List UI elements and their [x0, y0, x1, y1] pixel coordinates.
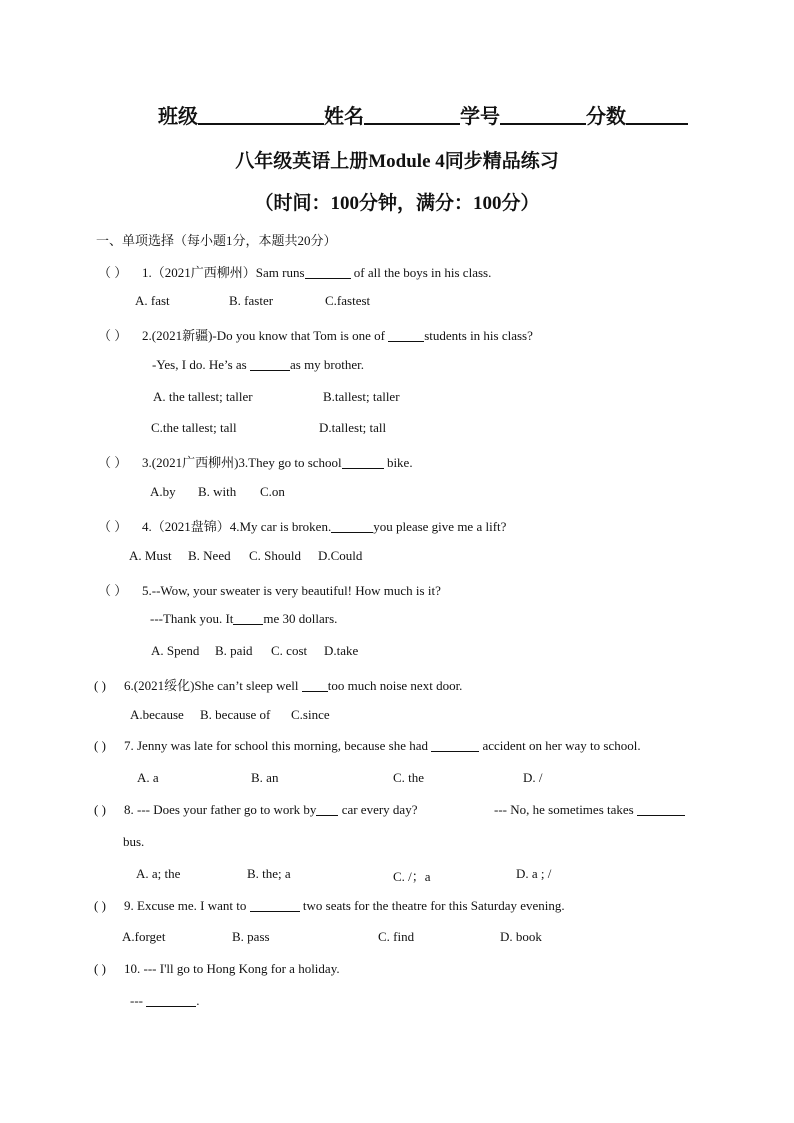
option-d: D. / — [523, 770, 543, 785]
answer-paren: （ ） — [98, 583, 128, 598]
question-text: bike. — [383, 455, 413, 470]
option-c: C. the — [393, 770, 425, 785]
question-3 — [98, 452, 413, 471]
question-text: ---Thank you. It — [150, 611, 234, 626]
option-c: C. /；a — [393, 869, 431, 884]
page-title: 八年级英语上册Module 4同步精品练习 — [235, 151, 559, 172]
answer-paren: ( ) — [94, 678, 106, 693]
question-text: 9. Excuse me. I want to — [124, 898, 250, 913]
option-b: B.tallest; taller — [323, 389, 400, 404]
question-text: car every day? — [338, 802, 418, 817]
option-a: A. Must — [129, 548, 172, 563]
option-d: D. book — [500, 929, 542, 944]
question-text: 2.(2021新疆)-Do you know that Tom is one of — [142, 328, 389, 343]
answer-paren: （ ） — [98, 328, 128, 343]
question-1 — [98, 262, 491, 281]
answer-blank — [305, 266, 351, 279]
option-a: A.because — [130, 707, 184, 722]
question-text: 6.(2021绥化)She can’t sleep well — [124, 678, 302, 693]
answer-blank — [637, 803, 685, 816]
question-text: 5.--Wow, your sweater is very beautiful! How much is it? — [142, 583, 441, 598]
option-c: C.fastest — [325, 293, 371, 308]
question-text: as my brother. — [289, 357, 364, 372]
question-8-response — [494, 802, 685, 818]
question-text: me 30 dollars. — [263, 611, 338, 626]
answer-blank — [250, 358, 290, 371]
score-blank — [626, 105, 688, 125]
name-blank — [364, 105, 460, 125]
answer-paren: ( ) — [94, 961, 106, 976]
answer-blank — [388, 329, 424, 342]
question-text: . — [196, 993, 200, 1008]
question-text: too much noise next door. — [327, 678, 463, 693]
class-label: 班级 — [158, 106, 198, 128]
option-b: B. an — [251, 770, 279, 785]
question-text: you please give me a lift? — [373, 519, 507, 534]
option-b: B. with — [198, 484, 237, 499]
option-a: A. fast — [135, 293, 170, 308]
question-text: 4.（2021盘锦）4.My car is broken. — [142, 519, 332, 534]
option-b: B. because of — [200, 707, 271, 722]
option-a: A. a; the — [136, 866, 181, 881]
question-text: students in his class? — [424, 328, 533, 343]
option-b: B. the; a — [247, 866, 291, 881]
answer-blank — [302, 679, 328, 692]
page-subtitle: （时间：100分钟，满分：100分） — [254, 193, 540, 214]
option-b: B. Need — [188, 548, 231, 563]
option-d: D.tallest; tall — [319, 420, 387, 435]
score-label: 分数 — [586, 106, 626, 128]
id-blank — [500, 105, 586, 125]
question-5-line2 — [150, 611, 337, 627]
question-text: 10. --- I'll go to Hong Kong for a holiday. — [124, 961, 340, 976]
question-5 — [98, 580, 441, 599]
answer-paren: ( ) — [94, 738, 106, 753]
answer-blank — [250, 899, 300, 912]
question-8 — [94, 802, 417, 818]
answer-paren: （ ） — [98, 455, 128, 470]
option-c: C. find — [378, 929, 415, 944]
id-label: 学号 — [460, 106, 500, 128]
option-b: B. faster — [229, 293, 274, 308]
option-c: C. Should — [249, 548, 302, 563]
answer-paren: （ ） — [98, 519, 128, 534]
option-d: D. a ; / — [516, 866, 552, 881]
question-8-continued: bus. — [123, 834, 145, 849]
answer-paren: ( ) — [94, 898, 106, 913]
question-2 — [98, 325, 533, 344]
section-heading: 一、单项选择（每小题1分，本题共20分） — [96, 233, 337, 248]
question-10 — [94, 961, 340, 977]
question-10-line2 — [130, 993, 200, 1009]
option-a: A.forget — [122, 929, 166, 944]
option-a: A. the tallest; taller — [153, 389, 253, 404]
option-b: B. paid — [215, 643, 253, 658]
answer-blank — [431, 739, 479, 752]
option-c: C. cost — [271, 643, 308, 658]
option-c: C.the tallest; tall — [151, 420, 237, 435]
question-text: two seats for the theatre for this Saturday evening. — [299, 898, 565, 913]
question-text: 7. Jenny was late for school this morning, because she had — [124, 738, 432, 753]
question-4 — [98, 516, 506, 535]
answer-blank — [146, 994, 196, 1007]
answer-blank — [316, 803, 338, 816]
question-6 — [94, 675, 462, 694]
question-2-line2 — [152, 357, 364, 373]
question-9 — [94, 898, 565, 914]
question-text: accident on her way to school. — [479, 738, 641, 753]
answer-blank — [233, 612, 263, 625]
option-a: A.by — [150, 484, 176, 499]
answer-blank — [342, 456, 384, 469]
option-c: C.since — [291, 707, 330, 722]
option-c: C.on — [260, 484, 285, 499]
option-a: A. a — [137, 770, 159, 785]
question-text: 1.（2021广西柳州）Sam runs — [142, 265, 305, 280]
option-b: B. pass — [232, 929, 270, 944]
question-text: --- No, he sometimes takes — [494, 802, 637, 817]
header-info-line — [158, 100, 718, 129]
answer-paren: （ ） — [98, 265, 128, 280]
question-text: 8. --- Does your father go to work by — [124, 802, 317, 817]
answer-paren: ( ) — [94, 802, 106, 817]
question-text: 3.(2021广西柳州)3.They go to school — [142, 455, 342, 470]
answer-blank — [331, 520, 373, 533]
question-text: of all the boys in his class. — [350, 265, 492, 280]
option-d: D.take — [324, 643, 359, 658]
question-text: --- — [130, 993, 147, 1008]
question-7 — [94, 738, 641, 754]
option-d: D.Could — [318, 548, 363, 563]
option-a: A. Spend — [151, 643, 200, 658]
class-blank — [198, 105, 324, 125]
name-label: 姓名 — [324, 106, 364, 128]
question-text: -Yes, I do. He’s as — [152, 357, 250, 372]
